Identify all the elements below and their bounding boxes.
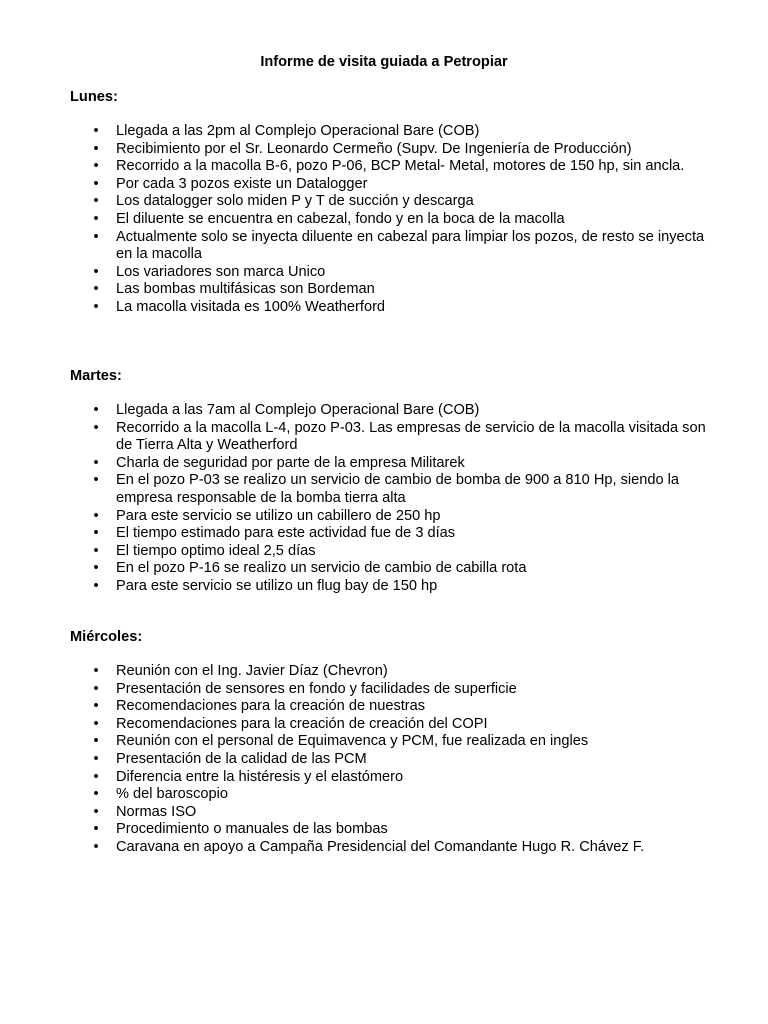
list-item [93, 472, 716, 507]
list-item [93, 786, 716, 804]
document-title: Informe de visita guiada a Petropiar [260, 54, 508, 70]
bullet-icon: • [93, 140, 99, 157]
list-item [93, 542, 716, 561]
bullet-icon: • [93, 158, 99, 175]
list-item-text: Reunión con el personal de Equimavenca y PCM, fue realizada en ingles [116, 733, 589, 750]
list-item-text: Para este servicio se utilizo un flug bay de 150 hp [116, 577, 438, 594]
list-item [93, 838, 716, 857]
list-item-text: Recomendaciones para la creación de creación del COPI [116, 715, 488, 732]
list-item-text: Presentación de la calidad de las PCM [116, 750, 367, 767]
list-item-text: Los datalogger solo miden P y T de succión y descarga [116, 193, 474, 210]
bullet-icon: • [93, 821, 99, 838]
list-item [93, 680, 716, 699]
bullet-icon: • [93, 228, 99, 245]
bullet-icon: • [93, 768, 99, 785]
bullet-icon: • [93, 281, 99, 298]
bullet-list-miercoles [93, 663, 716, 857]
bullet-icon: • [93, 402, 99, 418]
list-item-text: Normas ISO [116, 803, 197, 820]
section-heading-miercoles: Miércoles: [70, 629, 143, 645]
bullet-icon: • [93, 472, 99, 489]
list-item-text: Caravana en apoyo a Campaña Presidencial del Comandante Hugo R. Chávez F. [116, 838, 645, 855]
section-heading-martes: Martes: [70, 368, 122, 384]
bullet-icon: • [93, 663, 99, 679]
bullet-list-lunes [93, 123, 716, 317]
list-item [93, 733, 716, 751]
list-item-text: Llegada a las 7am al Complejo Operacional Bare (COB) [116, 402, 480, 418]
bullet-icon: • [93, 786, 99, 803]
list-item-text: El diluente se encuentra en cabezal, fondo y en la boca de la macolla [116, 210, 565, 227]
list-item [93, 715, 716, 734]
bullet-list-martes [93, 402, 716, 596]
list-item [93, 698, 716, 716]
bullet-icon: • [93, 680, 99, 697]
list-item-text: Recorrido a la macolla L-4, pozo P-03. Las empresas de servicio de la macolla visitada son de Tierra Alta y Weatherford [116, 419, 706, 454]
list-item [93, 663, 716, 681]
bullet-icon: • [93, 193, 99, 210]
list-item-text: Recorrido a la macolla B-6, pozo P-06, BCP Metal- Metal, motores de 150 hp, sin ancla. [116, 158, 685, 175]
list-item [93, 577, 716, 596]
list-item [93, 821, 716, 839]
list-item-text: En el pozo P-16 se realizo un servicio de cambio de cabilla rota [116, 560, 527, 577]
list-item-text: El tiempo estimado para este actividad fue de 3 días [116, 525, 456, 542]
bullet-icon: • [93, 123, 99, 139]
bullet-icon: • [93, 210, 99, 227]
bullet-icon: • [93, 419, 99, 436]
list-item [93, 507, 716, 526]
list-item [93, 454, 716, 473]
bullet-icon: • [93, 733, 99, 750]
bullet-icon: • [93, 507, 99, 524]
list-item [93, 803, 716, 822]
list-item-text: Recomendaciones para la creación de nuestras [116, 698, 426, 715]
list-item-text: Presentación de sensores en fondo y facilidades de superficie [116, 680, 517, 697]
bullet-icon: • [93, 263, 99, 280]
list-item [93, 525, 716, 543]
list-item [93, 228, 716, 264]
bullet-icon: • [93, 525, 99, 542]
list-item-text: % del baroscopio [116, 786, 228, 803]
list-item [93, 281, 716, 299]
list-item-text: Llegada a las 2pm al Complejo Operacional Bare (COB) [116, 123, 480, 139]
bullet-icon: • [93, 298, 99, 315]
bullet-icon: • [93, 715, 99, 732]
list-item [93, 210, 716, 229]
bullet-icon: • [93, 803, 99, 820]
list-item-text: Actualmente solo se inyecta diluente en cabezal para limpiar los pozos, de resto se inyecta en la macolla [116, 228, 705, 263]
list-item-text: Reunión con el Ing. Javier Díaz (Chevron) [116, 663, 388, 679]
list-item-text: La macolla visitada es 100% Weatherford [116, 298, 386, 315]
bullet-icon: • [93, 175, 99, 192]
list-item [93, 298, 716, 317]
bullet-icon: • [93, 560, 99, 577]
list-item [93, 419, 716, 455]
bullet-icon: • [93, 542, 99, 559]
bullet-icon: • [93, 750, 99, 767]
bullet-icon: • [93, 454, 99, 471]
list-item [93, 263, 716, 282]
list-item-text: Procedimiento o manuales de las bombas [116, 821, 388, 838]
list-item-text: Las bombas multifásicas son Bordeman [116, 281, 375, 298]
list-item-text: Por cada 3 pozos existe un Datalogger [116, 175, 368, 192]
list-item-text: En el pozo P-03 se realizo un servicio de cambio de bomba de 900 a 810 Hp, siendo la empresa responsable de la bomba tierra alta [116, 472, 680, 506]
list-item-text: Diferencia entre la histéresis y el elastómero [116, 768, 404, 785]
list-item [93, 140, 716, 159]
list-item [93, 560, 716, 578]
list-item-text: Los variadores son marca Unico [116, 263, 326, 280]
list-item-text: Recibimiento por el Sr. Leonardo Cermeño (Supv. De Ingeniería de Producción) [116, 140, 632, 157]
list-item [93, 750, 716, 769]
list-item [93, 123, 716, 141]
list-item [93, 175, 716, 194]
bullet-icon: • [93, 577, 99, 594]
list-item [93, 768, 716, 787]
list-item [93, 158, 716, 176]
list-item [93, 402, 716, 420]
section-heading-lunes: Lunes: [70, 89, 118, 105]
list-item-text: El tiempo optimo ideal 2,5 días [116, 542, 316, 559]
bullet-icon: • [93, 838, 99, 855]
bullet-icon: • [93, 698, 99, 715]
list-item-text: Charla de seguridad por parte de la empresa Militarek [116, 454, 465, 471]
list-item-text: Para este servicio se utilizo un cabillero de 250 hp [116, 507, 441, 524]
list-item [93, 193, 716, 211]
